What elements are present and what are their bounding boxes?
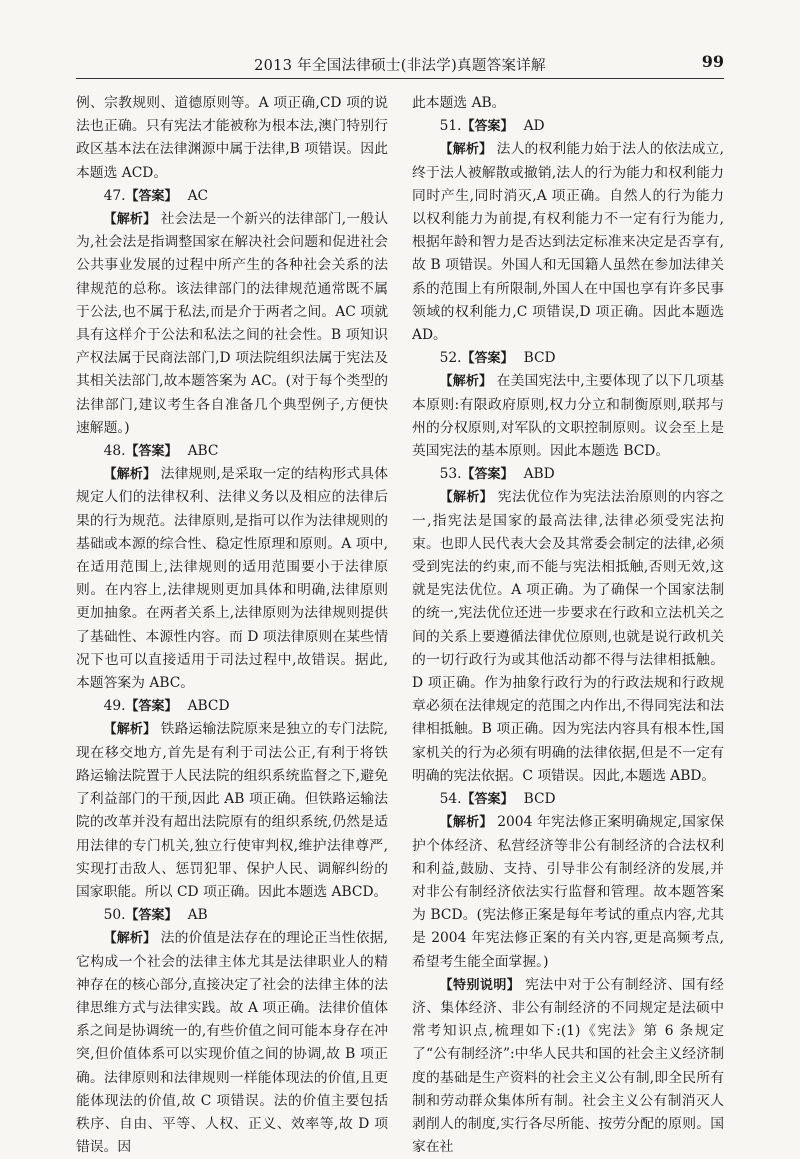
- answer-label: 【答案】: [125, 444, 178, 460]
- answer-label: 【答案】: [461, 351, 514, 367]
- question-54-analysis: [412, 811, 724, 973]
- running-title: 2013 年全国法律硕士(非法学)真题答案详解: [254, 58, 546, 74]
- analysis-label: 【解析】: [439, 374, 493, 390]
- answer-label: 【答案】: [461, 467, 514, 483]
- analysis-label: 【解析】: [103, 212, 157, 228]
- analysis-label: 【解析】: [439, 490, 494, 506]
- continued-paragraph: 此本题选 AB。: [412, 95, 506, 111]
- answer-label: 【答案】: [461, 792, 514, 808]
- question-50-analysis: [76, 927, 388, 1159]
- question-52-answer: [412, 347, 724, 370]
- question-52-analysis: [412, 370, 724, 463]
- analysis-label: 【解析】: [103, 931, 157, 947]
- left-column: [76, 92, 388, 1159]
- answer-value: AB: [187, 907, 208, 924]
- analysis-text: 法人的权利能力始于法人的依法成立,终于法人被解散或撤销,法人的行为能力和权利能力同时产生,同时消灭,A 项正确。自然人的行为能力以权利能力为前提,有权利能力不一定有行为能力,根据年龄和智力是否达到法定标准来决定是否享有,故 B 项错误。外国人和无国籍人虽然在参加法律关系的范围上有所限制,外国人在中国也享有许多民事领域的权利能力,C 项错误,D 项正确。因此本题选 AD。: [412, 141, 724, 344]
- question-49-answer: [76, 695, 388, 718]
- answer-value: AC: [187, 187, 209, 204]
- question-53-analysis: [412, 486, 724, 788]
- question-number: 50.: [103, 907, 126, 924]
- analysis-text: 在美国宪法中,主要体现了以下几项基本原则:有限政府原则,权力分立和制衡原则,联邦与州的分权原则,对军队的文职控制原则。议会至上是英国宪法的基本原则。因此本题选 BCD。: [412, 373, 724, 460]
- right-column: [412, 92, 724, 1159]
- answer-label: 【答案】: [125, 699, 178, 715]
- question-number: 49.: [103, 698, 126, 715]
- analysis-text: 法律规则,是采取一定的结构形式具体规定人们的法律权利、法律义务以及相应的法律后果的行为规范。法律原则,是指可以作为法律规则的基础或本源的综合性、稳定性原理和原则。A 项中,在适用范围上,法律规则的适用范围要小于法律原则。在内容上,法律规则更加具体和明确,法律原则更加抽象。在两者关系上,法律原则为法律规则提供了基础性、本源性内容。而 D 项法律原则在某些情况下也可以直接适用于司法过程中,故错误。据此,本题答案为 ABC。: [76, 466, 388, 692]
- special-note-label: 【特别说明】: [439, 977, 521, 993]
- answer-label: 【答案】: [125, 188, 178, 204]
- question-number: 54.: [439, 791, 462, 808]
- analysis-text: 铁路运输法院原来是独立的专门法院,现在移交地方,首先是有利于司法公正,有利于将铁路运输法院置于人民法院的组织系统监督之下,避免了利益部门的干预,因此 AB 项正确。但铁路运输法院的改革并没有超出法院原有的组织系统,仍然是适用法律的专门机关,独立行使审判权,维护法律尊严,实现打击敌人、惩罚犯罪、保护人民、调解纠纷的国家职能。所以 CD 项正确。因此本题选 ABCD。: [76, 721, 388, 900]
- question-number: 53.: [439, 466, 462, 483]
- special-note-text: 宪法中对于公有制经济、国有经济、集体经济、非公有制经济的不同规定是法硕中常考知识点,梳理如下:(1)《宪法》第 6 条规定了“公有制经济”:中华人民共和国的社会主义经济制度的基础是生产资料的社会主义公有制,即全民所有制和劳动群众集体所有制。社会主义公有制消灭人剥削人的制度,实行各尽所能、按劳分配的原则。国家在社: [412, 976, 724, 1156]
- analysis-label: 【解析】: [103, 467, 157, 483]
- answer-value: BCD: [523, 791, 556, 808]
- question-51-answer: [412, 115, 724, 138]
- question-47-analysis: [76, 208, 388, 440]
- analysis-text: 宪法优位作为宪法法治原则的内容之一,指宪法是国家的最高法律,法律必须受宪法拘束。也即人民代表大会及其常委会制定的法律,必须受到宪法的约束,而不能与宪法相抵触,否则无效,这就是宪法优位。A 项正确。为了确保一个国家法制的统一,宪法优位还进一步要求在行政和立法机关之间的关系上要遵循法律优位原则,也就是说行政机关的一切行政行为或其他活动都不得与法律相抵触。D 项正确。作为抽象行政行为的行政法规和行政规章必须在法律规定的范围之内作出,不得同宪法和法律相抵触。B 项正确。因为宪法内容具有根本性,国家机关的行为必须有明确的法律依据,但是不一定有明确的宪法依据。C 项错误。因此,本题选 ABD。: [412, 489, 724, 784]
- question-48-answer: [76, 440, 388, 463]
- analysis-text: 2004 年宪法修正案明确规定,国家保护个体经济、私营经济等非公有制经济的合法权利和利益,鼓励、支持、引导非公有制经济的发展,并对非公有制经济依法实行监督和管理。故本题答案为 BCD。(宪法修正案是每年考试的重点内容,尤其是 2004 年宪法修正案的有关内容,更是高频考点,希望考生能全面掌握。): [412, 814, 724, 970]
- continued-paragraph: 例、宗教规则、道德原则等。A 项正确,CD 项的说法也正确。只有宪法才能被称为根本法,澳门特别行政区基本法在法律渊源中属于法律,B 项错误。因此本题选 ACD。: [76, 95, 388, 181]
- answer-label: 【答案】: [461, 119, 514, 135]
- question-number: 47.: [103, 187, 126, 204]
- answer-value: BCD: [523, 350, 556, 367]
- answer-value: AD: [523, 118, 545, 135]
- answer-value: ABC: [187, 443, 219, 460]
- question-54-answer: [412, 788, 724, 811]
- answer-value: ABD: [523, 466, 555, 483]
- question-number: 48.: [103, 443, 126, 460]
- page-header: [76, 50, 724, 79]
- analysis-label: 【解析】: [439, 142, 493, 158]
- answer-value: ABCD: [187, 698, 230, 715]
- analysis-label: 【解析】: [103, 722, 157, 738]
- question-47-answer: [76, 185, 388, 208]
- question-number: 52.: [439, 350, 462, 367]
- question-53-answer: [412, 463, 724, 486]
- analysis-text: 法的价值是法存在的理论正当性依据,它构成一个社会的法律主体尤其是法律职业人的精神存在的核心部分,直接决定了社会的法律主体的法律思维方式与法律实践。故 A 项正确。法律价值体系之间是协调统一的,有些价值之间可能本身存在冲突,但价值体系可以实现价值之间的协调,故 B 项正确。法律原则和法律规则一样能体现法的价值,且更能体现法的价值,故 C 项错误。法的价值主要包括秩序、自由、平等、人权、正义、效率等,故 D 项错误。因: [76, 930, 388, 1156]
- analysis-label: 【解析】: [439, 815, 493, 831]
- analysis-text: 社会法是一个新兴的法律部门,一般认为,社会法是指调整国家在解决社会问题和促进社会公共事业发展的过程中所产生的各种社会关系的法律规范的总称。该法律部门的法律规范通常既不属于公法,也不属于私法,而是介于两者之间。AC 项就具有这样介于公法和私法之间的社会性。B 项知识产权法属于民商法部门,D 项法院组织法属于宪法及其相关法部门,故本题答案为 AC。(对于每个类型的法律部门,建议考生各自准备几个典型例子,方便快速解题。): [76, 211, 388, 436]
- question-49-analysis: [76, 718, 388, 904]
- question-48-analysis: [76, 463, 388, 695]
- answer-label: 【答案】: [125, 908, 178, 924]
- question-50-answer: [76, 904, 388, 927]
- special-note: [412, 974, 724, 1159]
- question-number: 51.: [439, 118, 462, 135]
- question-51-analysis: [412, 138, 724, 347]
- page-number: 99: [701, 52, 724, 71]
